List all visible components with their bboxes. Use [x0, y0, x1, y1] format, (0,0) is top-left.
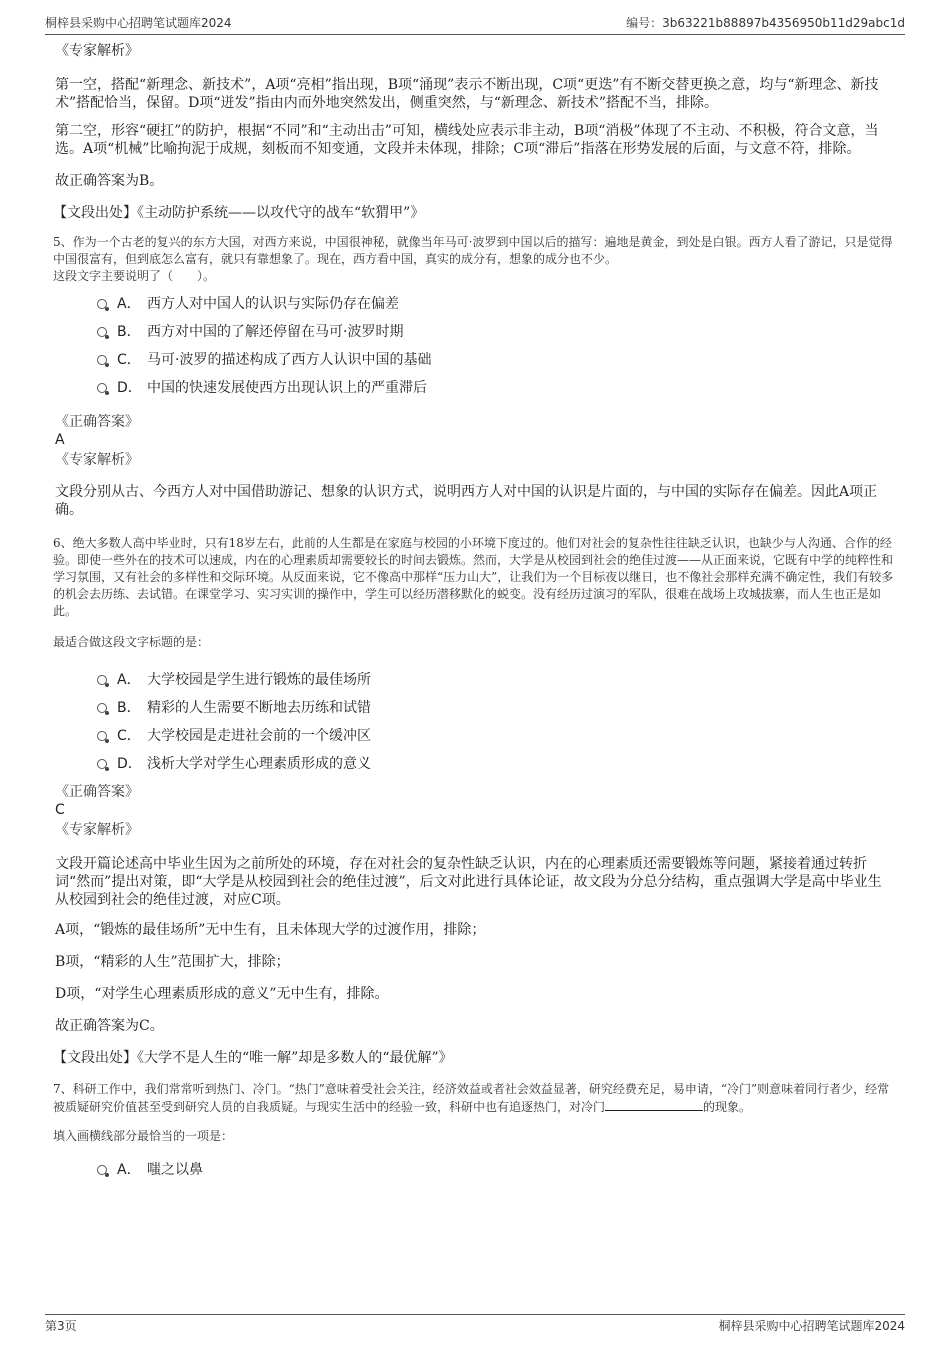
question-prompt: 这段文字主要说明了（ ）。: [53, 269, 216, 283]
analysis-paragraph: D项，“对学生心理素质形成的意义”无中生有，排除。: [55, 986, 389, 1002]
option-text: 大学校园是走进社会前的一个缓冲区: [147, 728, 371, 744]
page-number: 第3页: [45, 1319, 77, 1333]
expert-analysis-label: 《专家解析》: [55, 43, 139, 59]
expert-analysis-label: 《专家解析》: [55, 822, 139, 838]
question-7: [55, 1081, 895, 1189]
option-text: 中国的快速发展使西方出现认识上的严重滞后: [147, 380, 427, 396]
radio-icon[interactable]: [97, 675, 107, 685]
option-a[interactable]: A． 大学校园是学生进行锻炼的最佳场所: [55, 671, 895, 699]
source-citation: 【文段出处】《大学不是人生的“唯一解”却是多数人的“最优解”》: [53, 1050, 453, 1066]
option-b[interactable]: B． 精彩的人生需要不断地去历练和试错: [55, 699, 895, 727]
option-a[interactable]: A． 西方人对中国人的认识与实际仍存在偏差: [55, 295, 895, 323]
question-stem: 7、科研工作中，我们常常听到热门、冷门。“热门”意味着受社会关注，经济效益或者社会效益显著，研究经费充足，易申请，“冷门”则意味着同行者少，经常被质疑研究价值甚至受到研究人员的自我质疑。与现实生活中的经验一致，科研中也有追逐热门，对冷门 的现象。: [53, 1082, 890, 1114]
radio-icon[interactable]: [97, 299, 107, 309]
question-6: [55, 535, 895, 1067]
options-list: [55, 1161, 895, 1189]
option-text: 西方人对中国人的认识与实际仍存在偏差: [147, 296, 399, 312]
header-title: 桐梓县采购中心招聘笔试题库2024: [45, 16, 232, 30]
analysis-paragraph: B项，“精彩的人生”范围扩大，排除；: [55, 954, 290, 970]
analysis-paragraph: 文段分别从古、今西方人对中国借助游记、想象的认识方式，说明西方人对中国的认识是片面的，与中国的实际存在偏差。因此A项正确。: [55, 484, 878, 518]
answer-conclusion: 故正确答案为B。: [55, 173, 164, 189]
fill-in-blank: [605, 1098, 703, 1111]
option-d[interactable]: D． 中国的快速发展使西方出现认识上的严重滞后: [55, 379, 895, 407]
option-text: 马可·波罗的描述构成了西方人认识中国的基础: [147, 352, 432, 368]
radio-icon[interactable]: [97, 327, 107, 337]
radio-icon[interactable]: [97, 383, 107, 393]
page-footer: [45, 1314, 905, 1335]
option-b[interactable]: B． 西方对中国的了解还停留在马可·波罗时期: [55, 323, 895, 351]
radio-icon[interactable]: [97, 703, 107, 713]
footer-title: 桐梓县采购中心招聘笔试题库2024: [718, 1319, 905, 1333]
source-citation: 【文段出处】《主动防护系统——以攻代守的战车“软猬甲”》: [53, 205, 425, 221]
analysis-paragraph: A项，“锻炼的最佳场所”无中生有，且未体现大学的过渡作用，排除；: [55, 922, 486, 938]
radio-icon[interactable]: [97, 1165, 107, 1175]
option-text: 西方对中国的了解还停留在马可·波罗时期: [147, 324, 404, 340]
analysis-paragraph: 第一空，搭配“新理念、新技术”，A项“亮相”指出现，B项“涌现”表示不断出现，C项“更迭”有不断交替更换之意，均与“新理念、新技术”搭配恰当，保留。D项“迸发”指由内而外地突然发出，侧重突然，与“新理念、新技术”搭配不当，排除。: [55, 77, 879, 111]
question-prompt: 最适合做这段文字标题的是：: [53, 635, 210, 649]
question-prompt: 填入画横线部分最恰当的一项是：: [53, 1129, 234, 1143]
radio-icon[interactable]: [97, 759, 107, 769]
question-stem: 6、绝大多数人高中毕业时，只有18岁左右，此前的人生都是在家庭与校园的小环境下度过的。他们对社会的复杂性往往缺乏认识，也缺少与人沟通、合作的经验。即使一些外在的技术可以速成，内在的心理素质却需要较长的时间去锻炼。然而，大学是从校园到社会的绝佳过渡——从正面来说，它既有中学的纯粹性和学习氛围，又有社会的多样性和交际环境。从反面来说，它不像高中那样“压力山大”，让我们为一个目标夜以继日，也不像社会那样充满不确定性，我们有较多的机会去历练、去试错。在课堂学习、实习实训的操作中，学生可以经历潜移默化的蜕变。没有经历过演习的军队，很难在战场上攻城拔寨，而人生也正是如此。: [53, 536, 894, 618]
correct-answer-label: 《正确答案》: [55, 784, 139, 800]
option-c[interactable]: C． 马可·波罗的描述构成了西方人认识中国的基础: [55, 351, 895, 379]
option-c[interactable]: C． 大学校园是走进社会前的一个缓冲区: [55, 727, 895, 755]
option-text: 嗤之以鼻: [147, 1162, 203, 1178]
correct-answer: C: [55, 802, 65, 818]
correct-answer-label: 《正确答案》: [55, 414, 139, 430]
analysis-paragraph: 第二空，形容“硬扛”的防护，根据“不同”和“主动出击”可知，横线处应表示非主动，B项“消极”体现了不主动、不积极，符合文意，当选。A项“机械”比喻拘泥于成规，刻板而不知变通，文段并未体现，排除；C项“滞后”指落在形势发展的后面，与文意不符，排除。: [55, 123, 879, 157]
radio-icon[interactable]: [97, 355, 107, 365]
header-doc-id: 编号：3b63221b88897b4356950b11d29abc1d: [626, 16, 905, 30]
option-text: 精彩的人生需要不断地去历练和试错: [147, 700, 371, 716]
options-list: [55, 671, 895, 783]
options-list: [55, 295, 895, 407]
expert-analysis-label: 《专家解析》: [55, 452, 139, 468]
answer-conclusion: 故正确答案为C。: [55, 1018, 164, 1034]
option-d[interactable]: D． 浅析大学对学生心理素质形成的意义: [55, 755, 895, 783]
option-text: 大学校园是学生进行锻炼的最佳场所: [147, 672, 371, 688]
option-text: 浅析大学对学生心理素质形成的意义: [147, 756, 371, 772]
analysis-paragraph: 文段开篇论述高中毕业生因为之前所处的环境，存在对社会的复杂性缺乏认识，内在的心理素质还需要锻炼等问题，紧接着通过转折词“然而”提出对策，即“大学是从校园到社会的绝佳过渡”，后文对此进行具体论证，故文段为分总分结构，重点强调大学是高中毕业生从校园到社会的绝佳过渡，对应C项。: [55, 856, 882, 908]
question-5: [55, 234, 895, 519]
option-a[interactable]: A． 嗤之以鼻: [55, 1161, 895, 1189]
page-header: [45, 14, 905, 35]
radio-icon[interactable]: [97, 731, 107, 741]
page-content: [55, 42, 895, 1189]
question-stem: 5、作为一个古老的复兴的东方大国，对西方来说，中国很神秘，就像当年马可·波罗到中国以后的描写：遍地是黄金，到处是白银。西方人看了游记，只是觉得中国很富有，但到底怎么富有，就只有靠想象了。现在，西方看中国，真实的成分有，想象的成分也不少。: [53, 235, 893, 266]
correct-answer: A: [55, 432, 65, 448]
